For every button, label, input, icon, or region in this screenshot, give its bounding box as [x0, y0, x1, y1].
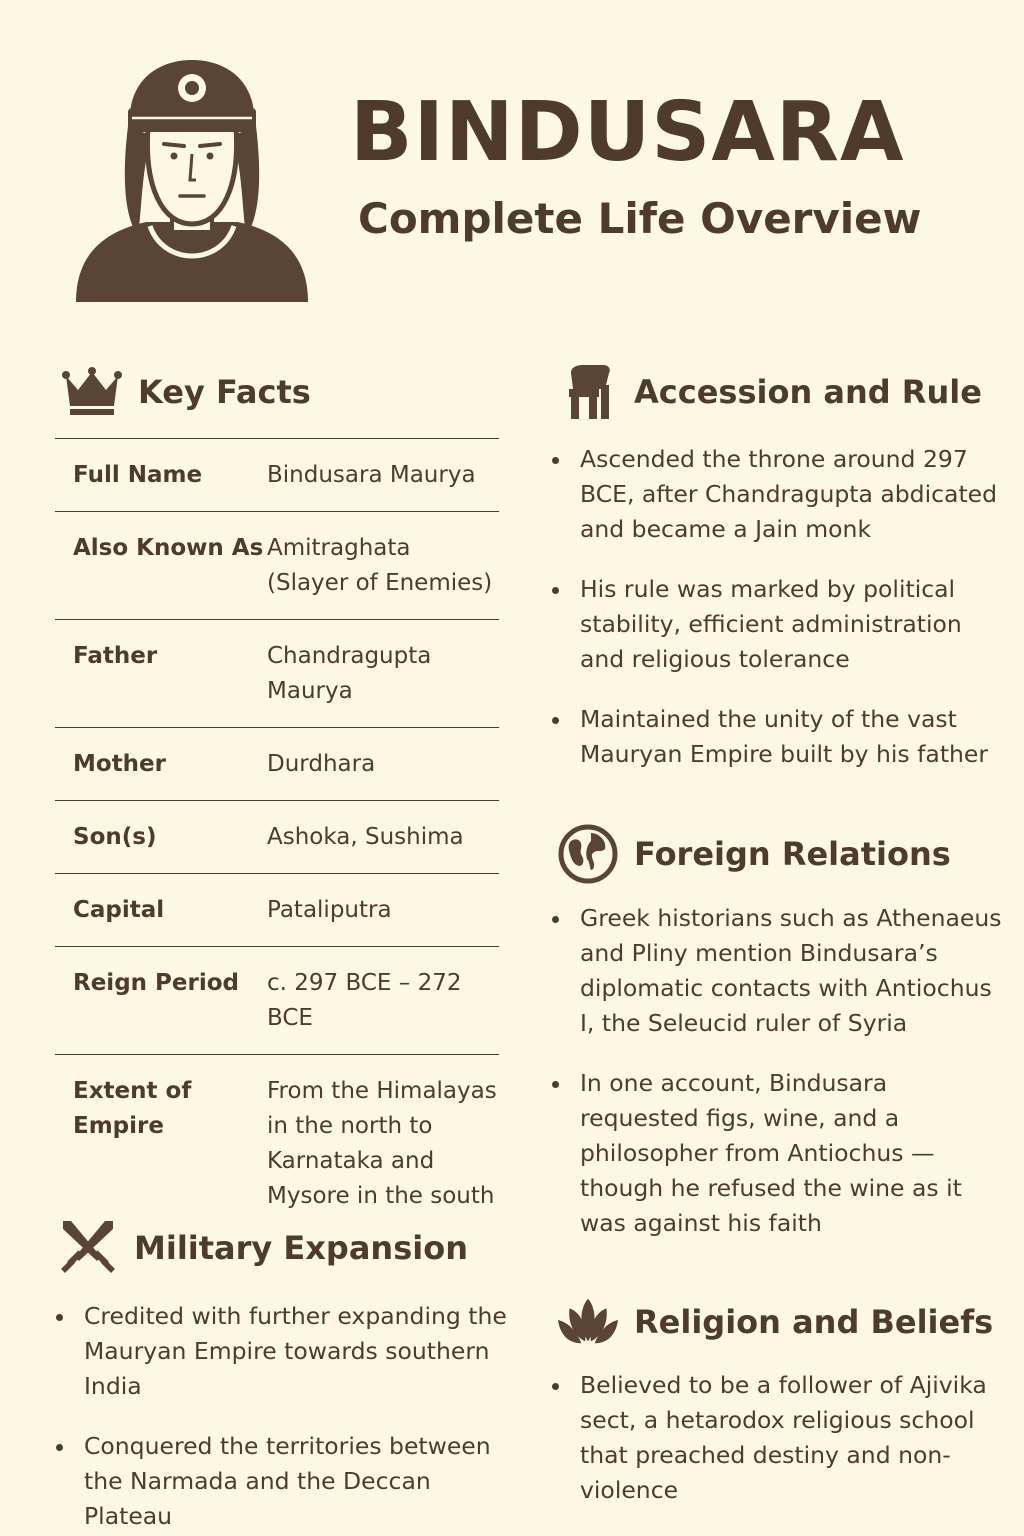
fact-value: Bindusara Maurya	[267, 462, 476, 488]
fact-value: c. 297 BCE – 272 BCE	[267, 970, 462, 1031]
list-item: His rule was marked by political stability, efficient administration and religious tolerance	[552, 572, 1002, 677]
fact-value: Durdhara	[267, 751, 376, 777]
throne-icon	[556, 360, 620, 424]
military-list	[56, 1299, 516, 1534]
page-title: BINDUSARA	[350, 85, 905, 180]
lotus-icon	[556, 1290, 620, 1354]
foreign-list	[552, 901, 1002, 1241]
fact-value: Amitraghata (Slayer of Enemies)	[267, 535, 493, 596]
accession-header	[556, 360, 982, 424]
fact-label: Extent of Empire	[73, 1078, 192, 1139]
religion-header	[556, 1290, 993, 1354]
foreign-heading: Foreign Relations	[634, 835, 951, 873]
military-heading: Military Expansion	[134, 1229, 468, 1267]
crown-icon	[60, 360, 124, 424]
list-item: In one account, Bindusara requested figs, wine, and a philosopher from Antiochus — though he refused the wine as it was against his faith	[552, 1066, 1002, 1241]
list-item: Conquered the territories between the Narmada and the Deccan Plateau	[56, 1429, 516, 1534]
crossed-swords-icon	[56, 1216, 120, 1280]
table-row	[55, 1055, 499, 1232]
fact-value: Pataliputra	[267, 897, 392, 923]
fact-label: Mother	[73, 751, 166, 777]
list-item: Credited with further expanding the Mauryan Empire towards southern India	[56, 1299, 516, 1404]
key-facts-header	[60, 360, 311, 424]
fact-label: Full Name	[73, 462, 203, 488]
fact-label: Son(s)	[73, 824, 157, 850]
table-row	[55, 728, 499, 801]
bindusara-portrait	[72, 56, 312, 304]
table-row	[55, 439, 499, 512]
key-facts-heading: Key Facts	[138, 373, 311, 411]
military-header	[56, 1216, 468, 1280]
page-subtitle: Complete Life Overview	[358, 194, 922, 243]
list-item: Ascended the throne around 297 BCE, after Chandragupta abdicated and became a Jain monk	[552, 442, 1002, 547]
religion-list	[552, 1368, 1002, 1508]
list-item: Believed to be a follower of Ajivika sect, a hetarodox religious school that preached destiny and non-violence	[552, 1368, 1002, 1508]
accession-heading: Accession and Rule	[634, 373, 982, 411]
list-item: Greek historians such as Athenaeus and Pliny mention Bindusara’s diplomatic contacts with Antiochus I, the Seleucid ruler of Syria	[552, 901, 1002, 1041]
fact-value: Chandragupta Maurya	[267, 643, 432, 704]
religion-heading: Religion and Beliefs	[634, 1303, 994, 1341]
fact-value: Ashoka, Sushima	[267, 824, 464, 850]
table-row	[55, 947, 499, 1055]
accession-list	[552, 442, 1002, 772]
fact-label: Also Known As	[73, 535, 264, 561]
fact-value: From the Himalayas in the north to Karnataka and Mysore in the south	[267, 1078, 497, 1209]
table-row	[55, 801, 499, 874]
key-facts-table	[55, 438, 499, 1232]
globe-icon	[556, 822, 620, 886]
table-row	[55, 512, 499, 620]
foreign-header	[556, 822, 951, 886]
fact-label: Reign Period	[73, 970, 239, 996]
fact-label: Father	[73, 643, 158, 669]
list-item: Maintained the unity of the vast Mauryan Empire built by his father	[552, 702, 1002, 772]
table-row	[55, 874, 499, 947]
table-row	[55, 620, 499, 728]
fact-label: Capital	[73, 897, 165, 923]
